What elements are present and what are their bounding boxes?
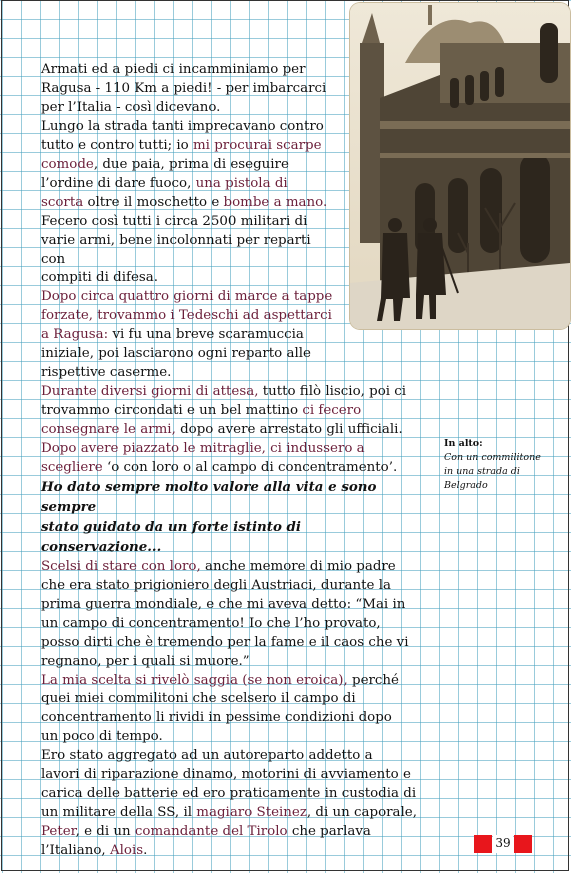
text-line [41, 402, 421, 421]
red-square-icon [514, 835, 532, 853]
text-span: con [41, 251, 66, 267]
text-span: lavori di riparazione dinamo, motorini di avviamento e [41, 767, 411, 783]
text-line [41, 728, 421, 747]
text-line [41, 785, 421, 804]
text-span: iniziale, poi lasciarono ogni reparto alle [41, 346, 311, 362]
highlighted-phrase: consegnare le armi, [41, 422, 176, 438]
text-line [41, 383, 421, 402]
text-span: varie armi, bene incolonnati per reparti [41, 232, 311, 248]
text-line [41, 61, 341, 80]
text-line [41, 478, 421, 518]
text-span: carica delle batterie ed ero praticamente in custodia di [41, 786, 417, 802]
text-span: oltre il moschetto e [83, 194, 224, 210]
text-span: trovammo circondati e un bel mattino [41, 403, 303, 419]
text-span: Ero stato aggregato ad un autoreparto addetto a [41, 748, 373, 764]
text-line [41, 709, 421, 728]
text-span: quei miei commilitoni che scelsero il campo di [41, 691, 356, 707]
text-line [41, 326, 341, 345]
text-line [41, 307, 341, 326]
text-line [41, 251, 341, 270]
text-span: un campo di concentramento! Io che l’ho provato, [41, 615, 381, 631]
highlighted-phrase: magiaro Steinez [196, 805, 307, 821]
highlighted-phrase: una pistola di [195, 175, 288, 191]
text-span: che parlava [287, 824, 371, 840]
text-span: tutto filò liscio, poi ci [258, 384, 407, 400]
text-span: prima guerra mondiale, e che mi aveva detto: “Mai in [41, 596, 406, 612]
highlighted-phrase: comode [41, 156, 94, 172]
highlighted-phrase: Peter [41, 824, 76, 840]
text-line [41, 288, 341, 307]
text-line [41, 421, 421, 440]
text-line [41, 213, 341, 232]
text-line [41, 156, 341, 175]
text-line [41, 653, 421, 672]
highlighted-phrase: Scelsi di stare con loro, [41, 558, 201, 574]
caption-title: In alto: [444, 438, 483, 449]
text-span: l’ordine di dare fuoco, [41, 175, 196, 191]
memoir-text [41, 61, 421, 861]
text-line [41, 615, 421, 634]
text-span: che era stato prigioniero degli Austriaci, durante la [41, 577, 391, 593]
highlighted-phrase: Dopo circa quattro giorni di marce a tappe [41, 289, 333, 305]
text-span: compiti di difesa. [41, 270, 158, 286]
italic-reflection: stato guidato da un forte istinto di conservazione... [41, 518, 301, 555]
text-span: , di un caporale, [306, 805, 417, 821]
text-span: concentramento li rividi in pessime condizioni dopo [41, 710, 392, 726]
text-line [41, 690, 421, 709]
highlighted-phrase: scorta [41, 194, 84, 210]
text-span: Armati ed a piedi ci incamminiamo per [41, 62, 306, 77]
highlighted-phrase: bombe a mano. [223, 194, 328, 210]
highlighted-phrase: scegliere [41, 460, 103, 476]
text-span: Fecero così tutti i circa 2500 militari di [41, 213, 308, 229]
text-span: posso dirti che è tremendo per la fame e il caos che vi [41, 634, 409, 650]
caption-line: Con un commilitone [444, 452, 541, 463]
text-span: rispettive caserme. [41, 365, 172, 381]
italic-reflection: Ho dato sempre molto valore alla vita e sono sempre [41, 478, 377, 515]
page-number: 39 [493, 835, 513, 853]
text-span: perché [347, 672, 399, 688]
highlighted-phrase: mi procurai scarpe [192, 137, 322, 153]
text-line [41, 577, 421, 596]
text-line [41, 747, 421, 766]
text-span: dopo avere arrestato gli ufficiali. [175, 422, 403, 438]
highlighted-phrase: comandante del Tirolo [134, 824, 288, 840]
red-square-icon [474, 835, 492, 853]
text-line [41, 80, 341, 99]
text-line [41, 175, 341, 194]
text-span: ‘o con loro o al campo di concentramento’. [102, 460, 398, 476]
text-line [41, 345, 421, 364]
text-span: un militare della SS, il [41, 805, 197, 821]
text-span: tutto e contro tutti; io [41, 137, 193, 153]
text-line [41, 672, 421, 691]
highlighted-phrase: a Ragusa: [41, 327, 109, 343]
caption-line: in una strada di [444, 466, 520, 477]
text-line [41, 766, 421, 785]
text-span: Ragusa - 110 Km a piedi! - per imbarcarci [41, 80, 327, 96]
text-line [41, 634, 421, 653]
text-span: , due paia, prima di eseguire [93, 156, 289, 172]
text-line [41, 558, 421, 577]
photo-caption [444, 437, 556, 493]
text-line [41, 194, 341, 213]
text-span: l’Italiano, [41, 843, 110, 859]
text-line [41, 118, 341, 137]
text-line [41, 440, 421, 459]
text-span: anche memore di mio padre [200, 558, 396, 574]
text-line [41, 137, 341, 156]
text-line [41, 232, 341, 251]
text-line [41, 823, 421, 842]
text-line [41, 99, 341, 118]
text-span: un poco di tempo. [41, 729, 163, 745]
text-line [41, 842, 421, 861]
highlighted-phrase: Durante diversi giorni di attesa, [41, 384, 259, 400]
highlighted-phrase: forzate, trovammo i Tedeschi ad aspettarci [41, 308, 332, 324]
text-span: regnano, per i quali si muore.” [41, 653, 250, 669]
text-line [41, 518, 421, 558]
text-line [41, 804, 421, 823]
highlighted-phrase: Alois [109, 843, 144, 859]
text-line [41, 269, 341, 288]
text-span: vi fu una breve scaramuccia [108, 327, 304, 343]
highlighted-phrase: La mia scelta si rivelò saggia (se non eroica), [41, 672, 348, 688]
caption-line: Belgrado [444, 480, 488, 491]
page-number-marker [474, 835, 532, 853]
text-span: . [143, 843, 148, 859]
text-line [41, 364, 421, 383]
text-span: , e di un [75, 824, 135, 840]
text-span: Lungo la strada tanti imprecavano contro [41, 118, 324, 134]
highlighted-phrase: Dopo avere piazzato le mitraglie, ci indussero a [41, 441, 365, 457]
text-span: per l’Italia - così dicevano. [41, 99, 221, 115]
text-line [41, 459, 421, 478]
highlighted-phrase: ci fecero [302, 403, 362, 419]
text-line [41, 596, 421, 615]
